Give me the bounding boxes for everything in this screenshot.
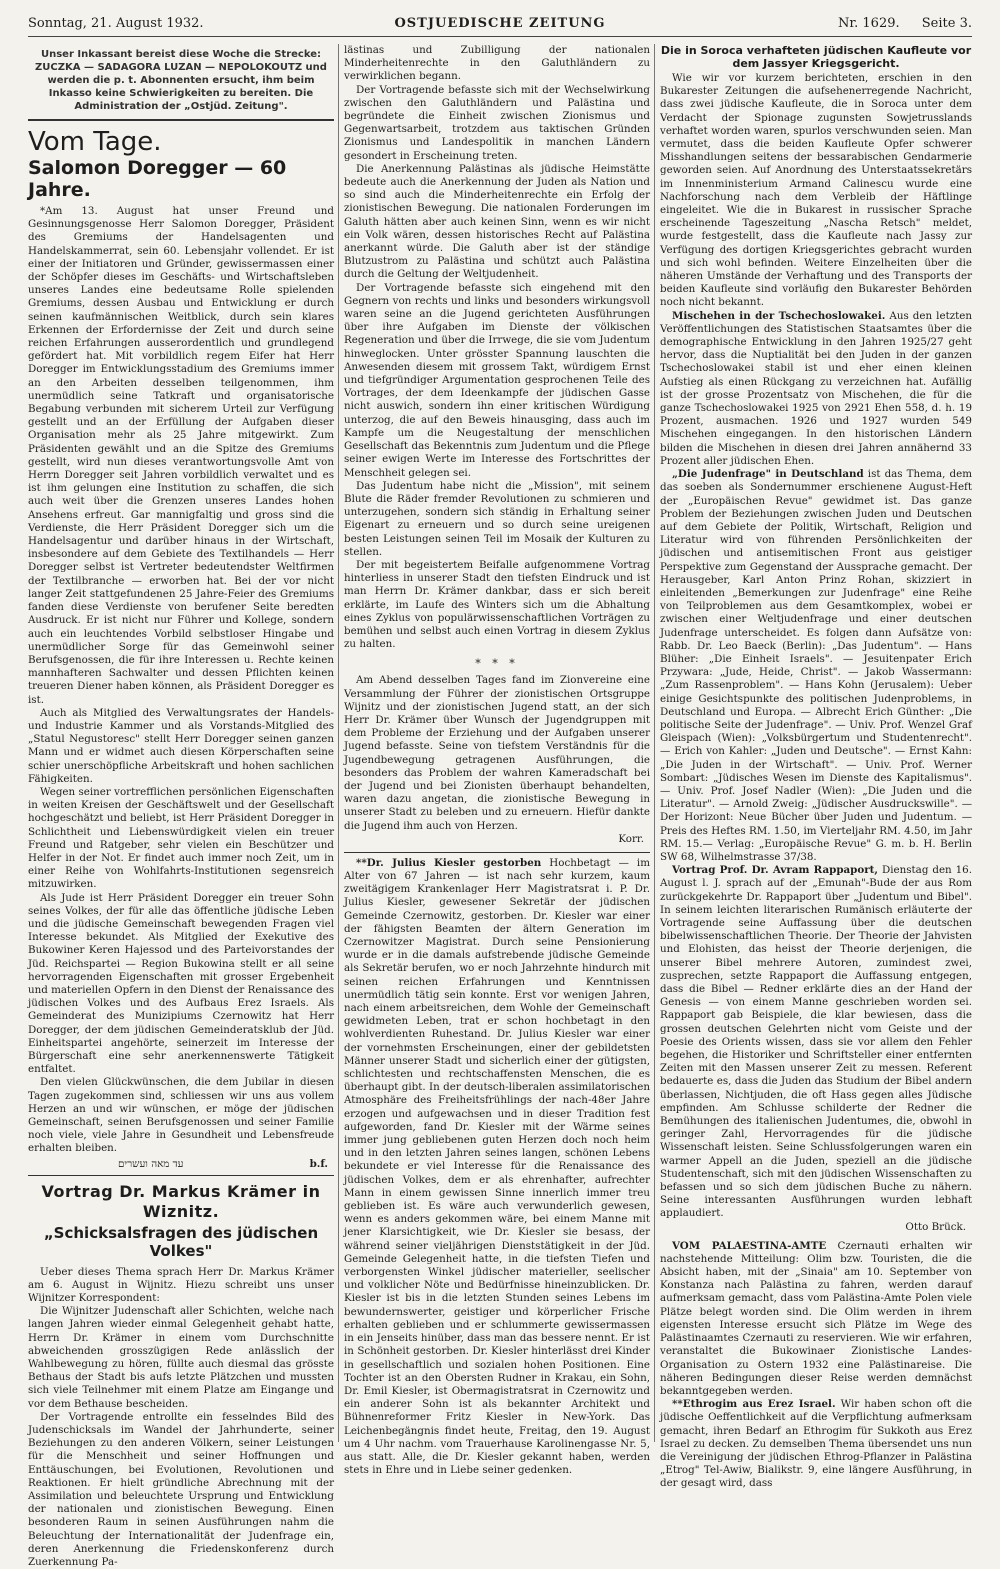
news-title: „Die Judenfrage" in Deutschland [672, 468, 864, 481]
news-title: **Ethrogim aus Erez Israel. [672, 1398, 836, 1411]
news-title: Mischehen in der Tschechoslowakei. [672, 309, 886, 322]
column-2 [344, 44, 650, 1477]
news-title: Vortrag Prof. Dr. Avram Rappaport, [672, 864, 879, 877]
article-paragraph: lästinas und Zubilligung der nationalen Minderheitenrechte in den Galuthländern zu verwirklichen begann. [344, 44, 650, 83]
column-rule-2 [654, 44, 655, 1442]
issue-info [820, 16, 972, 31]
article-paragraph: Der Vortragende befasste sich mit der Wechselwirkung zwischen den Galuthländern und Palästina und begründete die Einheit zwischen Zionismus und Gegenwartsarbeit, trotzdem aus taktischen Gründen Zionismus und Landespolitik in manchen Ländern gesondert in Erscheinung treten. [344, 83, 650, 162]
news-item-palaestina [660, 1240, 972, 1398]
hebrew-closing: עד מאה ועשרים [118, 1157, 184, 1170]
collector-notice: Unser Inkassant bereist diese Woche die Strecke: ZUCZKA — SADAGORA LUZAN — NEPOLOKOUTZ und werden die p. t. Abonnenten ersucht, ihm beim Inkasso keine Schwierigkeiten zu bereiten. Die Administration der „Ostjüd. Zeitung". [35, 49, 327, 112]
obituary-lead: **Dr. Julius Kiesler gestorben [356, 856, 542, 869]
news-text: Czernauti erhalten wir nachstehende Mitteilung: Olim bzw. Touristen, die die Absicht haben, mit der „Sinaia" am 10. September von Konstanza nach Palästina zu fahren, werden darauf aufmerksam gemacht, dass vom Palästina-Amte Polen viele Plätze belegt worden sind. Die Olim werden in ihrem eigensten Interesse ersucht sich Plätze im Wege des Palästinaamtes Czernauti zu reservieren. Wie wir erfahren, veranstaltet die Bukowinaer Zionistische Landes-Organisation zu Ostern 1932 eine Palästinareise. Die näheren Bedingungen dieser Reise werden demnächst bekanntgegeben werden. [660, 1239, 973, 1397]
article-paragraph: Als Jude ist Herr Präsident Doregger ein treuer Sohn seines Volkes, der für alle das öffentliche jüdische Leben und die jüdische Gemeinschaft bewegenden Fragen viel Interesse bekundet. Als Mitglied der Exekutive des Bukowiner Keren Hajessod und des Parteivorstandes der Jüd. Reichspartei — Region Bukowina stellt er all seine hervorragenden Eigenschaften mit grosser Ergebenheit und materiellen Opfern in den Dienst der Renaissance des jüdischen Volkes und des Aufbaus Erez Israels. Als Gemeinderat des Munizipiums Czernowitz hat Herr Doregger, der dem jüdischen Gemeinderatsklub der Jüd. Einheitspartei angehörte, seinerzeit im Interesse der Bürgerschaft eine sehr anerkennenswerte Tätigkeit entfaltet. [28, 891, 334, 1076]
news-text: Aus den letzten Veröffentlichungen des Statistischen Staatsamtes über die demographische Entwicklung in den Jahren 1925/27 geht hervor, dass die Nuptialität bei den Juden in der ganzen Tschechoslowakei stabil ist und eher einen kleinen Aufstieg als einen Rückgang zu verzeichnen hat. Aufällig ist der grosse Prozentsatz von Mischehen, die für die ganze Tschechoslowakei 1925 von 2921 Ehen 558, d. h. 19 Prozent, ausmachen. 1926 und 1927 wurden 549 Mischehen eingegangen. In den historischen Ländern bilden die Mischehen in diesen drei Jahren annähernd 33 Prozent aller jüdischen Ehen. [660, 309, 972, 467]
article-title-soroca: Die in Soroca verhafteten jüdischen Kaufleute vor dem Jassyer Kriegsgericht. [660, 44, 972, 70]
news-item-rappaport [660, 864, 972, 1220]
column-1 [28, 44, 334, 1569]
article-paragraph: Die Anerkennung Palästinas als jüdische Heimstätte bedeute auch die Anerkennung der Juden als Nation und so sind auch die Minderheitenrechte ein Erfolg der zionistischen Bewegung. Die nationalen Forderungen im Galuth hätten aber auch keinen Sinn, wenn es wir nicht ein Volk wären, dessen historisches Recht auf Palästina anerkannt würde. Die Galuth aber ist der ständige Blutzustrom zu Palästina und schützt auch Palästina durch die Geltung der Weltjudenheit. [344, 162, 650, 281]
article-paragraph: Der Vortragende befasste sich eingehend mit den Gegnern von rechts und links und besonders wirkungsvoll waren seine an die Jugend gerichteten Ausführungen über ihre Aufgaben im Dienste der völkischen Regeneration und über die Irrwege, die sie vom Judentum hinweglocken. Unter grösster Spannung lauschten die Anwesenden diesem mit grossem Takt, würdigem Ernst und tiefgründiger Argumentation gesprochenen Teile des Vortrages, der dem Ideenkampfe der jüdischen Gasse nicht auswich, sondern ihn einer kritischen Würdigung unterzog, die auf den Beweis hinausging, dass auch im Kampfe um die Neugestaltung der menschlichen Gesellschaft das Bekenntnis zum Judentum und die Pflege seiner ewigen Werte im Interesse des Fortschrittes der Menschheit gelegen sei. [344, 281, 650, 479]
news-text: Wir haben schon oft die jüdische Oeffentlichkeit auf die Verpflichtung aufmerksam gemacht, ihren Bedarf an Ethrogim für Sukkoth aus Erez Israel zu decken. Zu demselben Thema übersendet uns nun die Vereinigung der jüdischen Ethrog-Pflanzer in Palästina „Etrog" Tel-Awiw, Bialikstr. 9, eine längere Ausführung, in der gesagt wird, dass [660, 1398, 972, 1490]
article-paragraph: Wegen seiner vortrefflichen persönlichen Eigenschaften in weiten Kreisen der Geschäftswelt und der Gesellschaft hochgeschätzt und beliebt, ist Herr Präsident Doregger in Schlichtheit und Liebenswürdigkeit vielen ein treuer Freund und Ratgeber, sehr vielen ein Beschützer und Helfer in der Not. Er findet auch immer noch Zeit, um in einer Reihe von Wohlfahrts-Institutionen segensreich mitzuwirken. [28, 785, 334, 891]
section-separator: * * * [475, 657, 519, 671]
news-item-mischehen [660, 310, 972, 468]
article-paragraph: Das Judentum habe nicht die „Mission", mit seinem Blute die Räder fremder Revolutionen zu schmieren und unterzugehen, sondern sich ständig in Erhaltung seiner Eigenart zu erneuern und so durch seine ureigenen besten Leistungen seinen Teil im Mosaik der Kulturen zu stellen. [344, 479, 650, 558]
article-paragraph: Der Vortragende entrollte ein fesselndes Bild des Judenschicksals im Wandel der Jahrhunderte, seiner Beziehungen zu den anderen Völkern, seiner Leistungen für die Menschheit und seiner Hoffnungen und Enttäuschungen, bei Evolutionen, Revolutionen und Reaktionen. Er hielt gründliche Abrechnung mit der Assimilation und beleuchtete Ursprung und Entwicklung der nationalen und zionistischen Bewegung. Einen besonderen Raum in seinen Ausführungen nahm die Beleuchtung der Internationalität der Judenfrage ein, deren Anerkennung die Friedenskonferenz durch Zuerkennung Pa- [28, 1410, 334, 1569]
article-paragraph: Ueber dieses Thema sprach Herr Dr. Markus Krämer am 6. August in Wijnitz. Hiezu schreibt uns unser Wijnitzer Korrespondent: [28, 1265, 334, 1305]
obituary-text: Hochbetagt — im Alter von 67 Jahren — ist nach sehr kurzem, kaum zweitägigem Krankenlager Herr Magistratsrat i. P. Dr. Julius Kiesler, gewesener Sekretär der jüdischen Gemeinde Czernowitz, gestorben. Dr. Kiesler war einer der fähigsten Beamten der ältern Generation im Czernowitzer Magistrat. Durch seine Pensionierung wurde er in die damals aufstrebende jüdische Gemeinde als Sekretär berufen, wo er noch Jahrzehnte hindurch mit seinen reichen Erfahrungen und Kenntnissen unermüdlich tätig sein konnte. Erst vor wenigen Jahren, nach einem arbeitsreichen, dem Wohle der Gemeinschaft gewidmeten Leben, trat er schon hochbetagt in den wohlverdienten Ruhestand. Dr. Julius Kiesler war einer der vornehmsten Erscheinungen, einer der gebildetsten Männer unserer Stadt und sicherlich einer der gütigsten, schlichtesten und rechtschaffensten Menschen, die es überhaupt gibt. In der deutsch-liberalen assimilatorischen Atmosphäre des Freiheitsfrühlings der nach-48er Jahre erzogen und aufgewachsen und in dieser Tradition fest aufgeworden, fand Dr. Kiesler mit der Wärme seines immer jung gebliebenen guten Herzen doch noch heim und in den letzten Jahren seines langen, schönen Lebens bekundete er viel Interesse für die Renaissance des jüdischen Volkes, dem er als ehrenhafter, aufrechter Mann in einem gewissen Sinne innerlich immer treu geblieben ist. Es wäre auch verwunderlich gewesen, wenn es anders gekommen wäre, bei einem Manne mit jener Klarsichtigkeit, wie Dr. Kiesler sie besass, der während seiner vieljährigen Dienststätigkeit in der Jüd. Gemeinde Gelegenheit hatte, in die tiefsten Tiefen und verborgensten Winkel jüdischer materieller, seelischer und volklicher Nöte und Bedürfnisse hineinzublicken. Dr. Kiesler ist bis in die letzten Stunden seines Lebens im bewundernswerter, geistiger und körperlicher Frische erhalten geblieben und er schlummerte gewissermassen in ein Jenseits hinüber, dass man das bessere nennt. Er ist in Schönheit gestorben. Dr. Kiesler hinterlässt drei Kinder in gesellschaftlich und sozialen hohen Positionen. Eine Tochter ist an den Obersten Rudner in Krakau, ein Sohn, Dr. Emil Kiesler, ist Obermagistratsrat in Czernowitz und ein anderer Sohn ist als bekannter Architekt und Bühnenreformer Fritz Kiesler in New-York. Das Leichenbegängnis findet heute, Freitag, den 19. August um 4 Uhr nachm. vom Trauerhause Karolinengasse Nr. 5, aus statt. Alle, die Dr. Kiesler gekannt haben, werden stets in Ehre und in Liebe seiner gedenken. [344, 856, 650, 1477]
article-paragraph: Den vielen Glückwünschen, die dem Jubilar in diesen Tagen zugekommen sind, schliessen wir uns aus vollem Herzen an und wir wünschen, er möge der jüdischen Gemeinschaft, seinen Berufsgenossen und seiner Familie noch viele, viele Jahre in Gesundheit und Lebensfreude erhalten bleiben. [28, 1076, 334, 1155]
article-kicker-kraemer: Vortrag Dr. Markus Krämer in Wiznitz. [41, 1181, 321, 1221]
column-rule-1 [338, 44, 339, 1442]
article-paragraph: *Am 13. August hat unser Freund und Gesinnungsgenosse Herr Salomon Doregger, Präsident des Gremiums der Handelsagenten und Handelskammerrat, sein 60. Lebensjahr vollendet. Er ist einer der Initiatoren und Gründer, gewissermassen einer der Schöpfer dieses im Geschäfts- und Wirtschaftsleben unseres Landes eine bedeutsame Rolle spielenden Gremiums, dessen Ausbau und Entwicklung er durch seinen kaufmännischen Weitblick, durch sein klares Erkennen der Erfordernisse der Zeit und durch seine reichen Erfahrungen ausserordentlich und grundlegend gefördert hat. Mit vorbildlich regem Eifer hat Herr Doregger im Entwicklungsstadium des Gremiums immer an den Arbeiten desselben teilgenommen, ihm unermüdlich seine Tatkraft und organisatorische Begabung verbunden mit sicherem Urteil zur Verfügung gestellt und an der Erfüllung der Aufgaben dieser Organisation mehr als 25 Jahre mitgewirkt. Zum Präsidenten gewählt und an die Spitze des Gremiums gestellt, wird nun dieses verantwortungsvolle Amt von Herrn Doregger seit Jahren vorbildlich verwaltet und es ist ihm gelungen eine Institution zu schaffen, die sich auch weit über die Grenzen unseres Landes hohen Ansehens erfreut. Gar mannigfaltig und gross sind die Verdienste, die Herr Präsident Doregger sich um die Handelsagentur und darüber hinaus in der Wirtschaft, insbesondere auf dem Gebiete des Textilhandels — Herr Doregger selbst ist Vertreter bedeutendster Weltfirmen der Textilbranche — erworben hat. Bei der vor nicht langer Zeit stattgefundenen 25 Jahre-Feier des Gremiums fanden diese Verdienste von berufener Seite beredten Ausdruck. Er ist nicht nur Führer und Kollege, sondern auch ein leuchtendes Vorbild selbstloser Hingabe und unermüdlicher Sorge für das Gemeinwohl seiner Berufsgenossen, die für ihre Interessen u. Rechte keinen mannhafteren Sachwalter und dessen Pflichten keinen treueren Diener haben können, als Präsident Doregger es ist. [28, 205, 334, 706]
news-item-judenfrage [660, 468, 972, 864]
divider [28, 1175, 334, 1176]
issue-number: Nr. 1629. [837, 16, 900, 31]
column-3 [660, 44, 973, 1490]
author-signature: Otto Brück. [905, 1220, 966, 1233]
article-paragraph: Auch als Mitglied des Verwaltungsrates der Handels- und Industrie Kammer und als Vorstands-Mitglied des „Statul Negustoresc" stellt Herr Doregger seinen ganzen Mann und er widmet auch diesen Körperschaften seine schier unerschöpfliche Arbeitskraft und hohen sachlichen Fähigkeiten. [28, 706, 334, 785]
newspaper-name: OSTJUEDISCHE ZEITUNG [394, 16, 606, 31]
article-paragraph: Die Wijnitzer Judenschaft aller Schichten, welche nach langen Jahren wieder einmal Gelegenheit gehabt hatte, Herrn Dr. Krämer in einem vom Durchschnitte abweichenden grosszügigen Rede anlässlich der Wahlbewegung zu hören, füllte auch diesmal das grösste Bethaus der Stadt bis aufs letzte Plätzchen und mussten sich viele Teilnehmer mit einem Platze am Eingange und vor dem Bethause bescheiden. [28, 1305, 334, 1410]
divider [344, 852, 650, 853]
article-paragraph: Der mit begeistertem Beifalle aufgenommene Vortrag hinterliess in unserer Stadt den tiefsten Eindruck und ist man Herrn Dr. Krämer dankbar, dass er sich bereit erklärte, im Laufe des Winters sich um die Abhaltung eines Zyklus von populärwissenschaftlichen Vorträgen zu bemühen und selbst auch einen Vortrag in diesem Zyklus zu halten. [344, 558, 650, 651]
article-title-kraemer: „Schicksalsfragen des jüdischen Volkes" [43, 1223, 319, 1260]
issue-date: Sonntag, 21. August 1932. [28, 16, 204, 31]
article-title-doregger: Salomon Doregger — 60 Jahre. [28, 157, 287, 201]
page-number: Seite 3. [921, 16, 972, 31]
section-rubric: Vom Tage. [28, 127, 162, 157]
news-item-ethrogim [660, 1398, 972, 1490]
author-signature: b.f. [309, 1157, 328, 1170]
news-text: Dienstag den 16. August l. J. sprach auf der „Emunah"-Bude der aus Rom zurückgekehrte Dr. Rappaport über „Judentum und Bibel". In seinem leichten literarischen Rumänisch erläuterte der Vortragende seine Auffassung über die deutschen bibelwissenschaftlichen Theorie. Der Theorie der Jahvisten und Elohisten, das heisst der Theorie derjenigen, die unserer Bibel mehrere Autoren, zumindest zwei, zusprechen, setzte Rappaport die Auffassung entgegen, dass die Bibel — Redner erklärte dies an der Hand der Genesis — von einem Manne geschrieben worden sei. Rappaport gab Beispiele, die klar bewiesen, dass die grossen deutschen Gelehrten nicht vom Geiste und der Poesie des Orients wissen, dass sie vor allem den Fehler begehen, die Historiker und Schriftsteller einer entfernten Zeiten mit den Massen unserer Zeit zu messen. Referent bedauerte es, dass die Juden das Studium der Bibel andern überlassen, Nichtjuden, die oft Hass gegen alles Jüdische empfinden. Am Schlusse schilderte der Redner die Bemühungen des italienischen Judentumes, die, obwohl in geringer Zahl, Hervorragendes für die jüdische Wissenschaft leisten. Seine Schlussfolgerungen waren ein warmer Appell an die Juden, speziell an die jüdische Studentenschaft, sich mit den jüdischen Wissenschaften zu befassen und so sich dem jüdischen Buche zu nähern. Seine interessanten Ausführungen wurden lebhaft applaudiert. [660, 864, 972, 1220]
divider [28, 119, 334, 121]
news-title: VOM PALAESTINA-AMTE [672, 1239, 827, 1252]
article-closing [28, 1158, 334, 1171]
article-paragraph: Wie wir vor kurzem berichteten, erschien in den Bukarester Zeitungen die aufsehenerregende Nachricht, dass zwei jüdische Kaufleute, die in Soroca unter dem Verdacht der Spionage zugunsten Sowjetrusslands verhaftet worden waren, spurlos verschwunden seien. Man vermutet, dass die beiden Kaufleute Opfer schwerer Misshandlungen seitens der bessarabischen Gendarmerie geworden seien. Auf Anordnung des Unterstaatssekretärs im Innenministerium Armand Calinescu wurde eine Nachforschung nach dem Verbleib der Häftlinge eingeleitet. Wie die in Bukarest in russischer Sprache erscheinende Tageszeitung „Nascha Retsch" meldet, wurde festgestellt, dass die Kaufleute nach Jassy zur Verfügung des dortigen Kriegsgerichtes gebracht wurden und sich wohl befinden. Weitere Einzelheiten über die näheren Umstände der Verhaftung und des Transports der beiden Kaufleute sind vorläufig den Bukarester Behörden noch nicht bekannt. [660, 72, 972, 309]
correspondent-signature: Korr. [618, 832, 644, 845]
article-paragraph: Am Abend desselben Tages fand im Zionvereine eine Versammlung der Führer der zionistischen Ortsgruppe Wijnitz und der zionistischen Jugend statt, an der sich Herr Dr. Krämer über Wunsch der Jugendgruppen mit dem Probleme der Erziehung und der Aufgaben unserer Jugend befasste. Seine von tiefstem Verständnis für die Jugendbewegung getragenen Ausführungen, die besonders das Problem der wahren Kameradschaft bei der Jugend und bei Zionisten überhaupt behandelten, waren dazu angetan, die zionistische Bewegung in unserer Stadt zu beleben und zu erneuern. Hiefür dankte die Jugend ihm auch von Herzen. [344, 674, 650, 832]
obituary-paragraph [344, 857, 650, 1478]
news-text: ist das Thema, dem das soeben als Sondernummer erschienene August-Heft der „Europäischen Revue" gewidmet ist. Das ganze Problem der Beziehungen zwischen Juden und Deutschen auf dem Gebiete der Politik, Wirtschaft, Religion und Literatur wird von führenden Persönlichkeiten der jüdischen und antisemitischen Front aus geistiger Perspektive zum Gegenstand der Aussprache gemacht. Der Herausgeber, Karl Anton Prinz Rohan, skizziert in einleitenden „Bemerkungen zur Judenfrage" eine Reihe von Teilproblemen aus dem Gesamtkomplex, wobei er zwischen einer Weltjudenfrage und einer deutschen Judenfrage unterscheidet. Es folgen dann Aufsätze von: Rabb. Dr. Leo Baeck (Berlin): „Das Judentum". — Hans Blüher: „Die Einheit Israels". — Jesuitenpater Erich Przywara: „Jude, Heide, Christ". — Jakob Wassermann: „Zum Rassenproblem". — Hans Kohn (Jerusalem): Ueber einige Gesichtspunkte des politischen Judenproblems, in Deutschland und Europa. — Albrecht Erich Günther: „Die politische Seite der Judenfrage". — Univ. Prof. Wenzel Graf Gleispach (Wien): „Volksbürgertum und Studentenrecht". — Erich von Kahler: „Juden und Deutsche". — Ernst Kahn: „Die Juden in der Wirtschaft". — Univ. Prof. Werner Sombart: „Jüdisches Wesen im Dienste des Kapitalismus". — Univ. Prof. Josef Nadler (Wien): „Die Juden und die Literatur". — Arnold Zweig: „Jüdischer Ausdruckswille". — Der Horizont: Neue Bücher über Juden und Judentum. — Preis des Heftes RM. 1.50, im Vierteljahr RM. 4.50, im Jahr RM. 15.— Verlag: „Europäische Revue" G. m. b. H. Berlin SW 68, Wilhelmstrasse 37/38. [660, 468, 972, 863]
masthead [28, 14, 972, 37]
